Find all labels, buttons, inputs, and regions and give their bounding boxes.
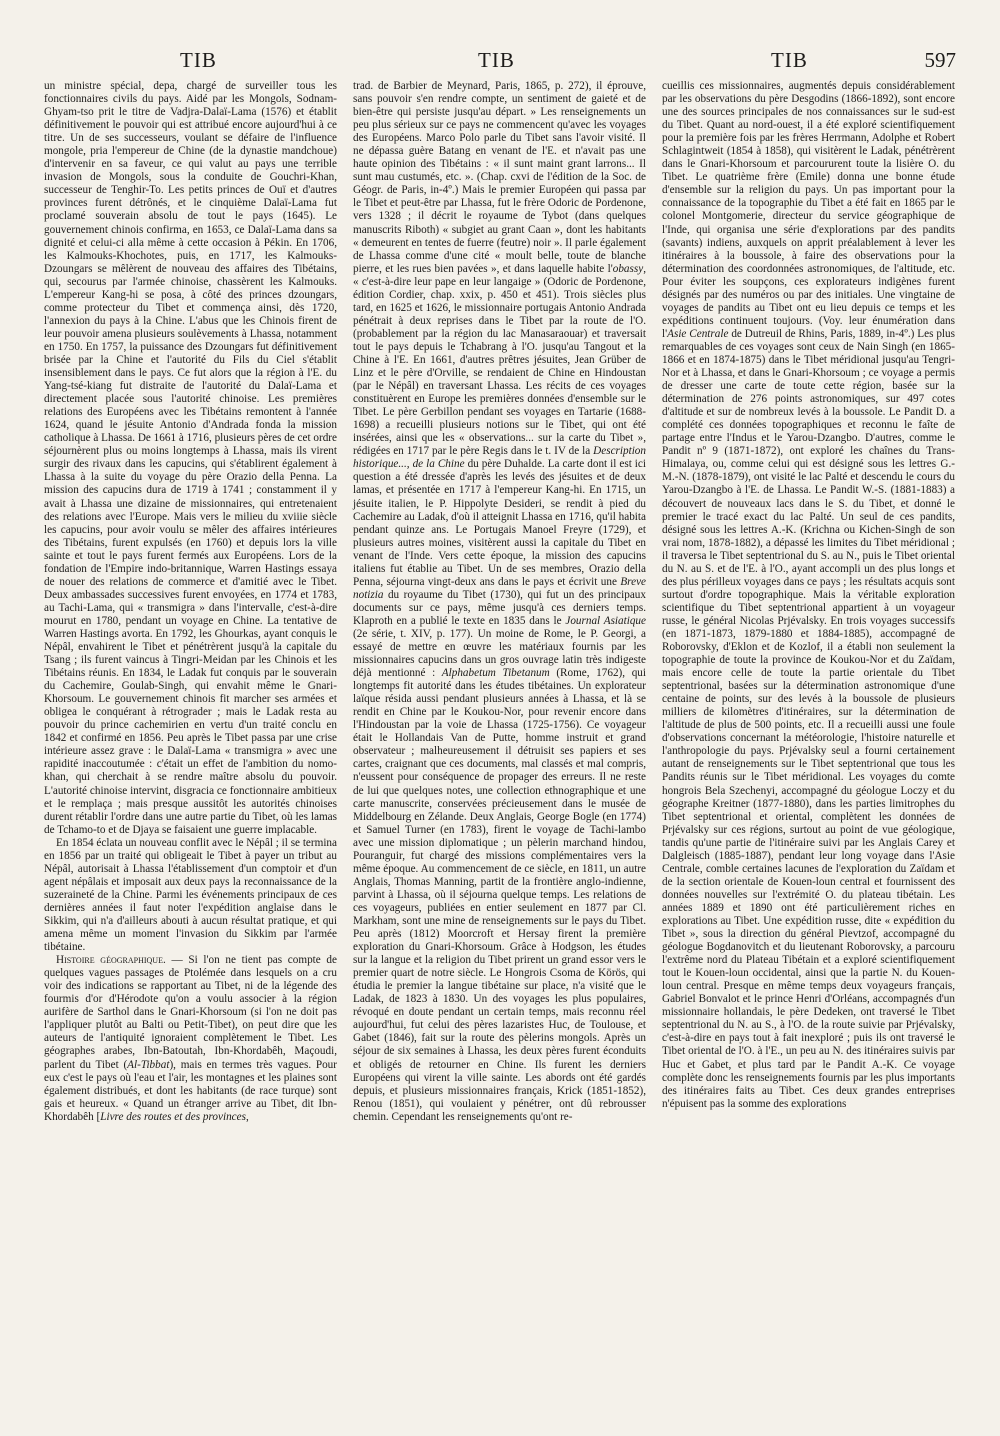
- text-run: ), mais en termes très vagues. Pour eux c'est le pays où l'eau et l'air, les montagnes et les plaines sont également distribués, et dont les habitants (de race turque) sont gais et heureux. « Quand un étranger arrive au Tibet, dit Ibn-Khordabêh [: [44, 1058, 337, 1123]
- italic-run: Alphabetum Tibetanum: [441, 667, 550, 680]
- paragraph: [353, 80, 646, 1124]
- italic-run: Breve notizia: [353, 575, 646, 601]
- text-run: du royaume du Tibet (1730), qui fut un des principaux documents sur ce pays, même jusqu'à ces derniers temps. Klaproth en a publié le texte en 1835 dans le: [353, 588, 646, 627]
- section-heading: Histoire géographique.: [56, 954, 166, 967]
- text-run: , « c'est-à-dire leur pape en leur langaige » (Odoric de Pordenone, édition Cordier, chap. xxix, p. 450 et 451). Trois siècles plus tard, en 1625 et 1626, le missionnaire portugais Antonio Andrada pénétrait à deux reprises dans le Tibet par la route de l'O. (probablement par la région du lac Manasaraouar) et traversait tout le pays depuis le Tchabrang à l'O. jusqu'au Tangout et la Chine à l'E. En 1661, d'autres prêtres jésuites, Jean Grüber de Linz et le père d'Orville, se rendaient de Chine en Hindoustan (par le Népâl) en traversant Lhassa. Les récits de ces voyages constituèrent en Europe les premières données d'ensemble sur le Tibet. Le père Gerbillon pendant ses voyages en Tartarie (1688-1698) a recueilli plusieurs notions sur le Tibet, qui ont été insérées, ainsi que les « observations... sur la carte du Tibet », rédigées en 1717 par le père Regis dans le t. IV de la: [353, 262, 646, 458]
- header-word-center: TIB: [478, 48, 515, 72]
- running-header: [44, 48, 956, 80]
- text-run: de Dutreuil de Rhins, Paris, 1889, in-4º.) Les plus remarquables de ces voyages sont ceux de Nain Singh (en 1865-1866 et en 1874-1875) dans le Tibet méridional jusqu'au Tengri-Nor et à Lhassa, et dans le Gnari-Khorsoum ; ce voyage a permis de dresser une carte de toute cette région, basée sur la détermination de 276 points astronomiques, sur 497 cotes d'altitude et sur de nombreux levés à la boussole. Le Pandit D. a complété ces données topographiques et reconnu le faîte de partage entre l'Indus et le Yarou-Dzangbo. D'autres, comme le Pandit nº 9 (1871-1872), ont exploré les chaînes du Trans-Himalaya, ou, comme celui qui est désigné sous les lettres G.-M.-N. (1878-1879), ont visité le lac Palté et descendu le cours du Yarou-Dzangbo à l'E. de Lhassa. Le Pandit W.-S. (1881-1883) a découvert de nouveaux lacs dans le S. du Tibet, et donné le premier le tracé exact du lac Palté. Un seul de ces pandits, désigné sous les lettres A.-K. (Krichna ou Kichen-Singh de son vrai nom, 1878-1882), a dépassé les limites du Tibet méridional ; il traversa le Tibet septentrional du S. au N., puis le Tibet oriental du N. au S. et de l'E. à l'O., ayant accompli un des plus longs et des plus périlleux voyages dans ce pays ; les résultats acquis sont surtout d'ordre topographique. Mais la véritable exploration scientifique du Tibet septentrional appartient à un voyageur russe, le général Nicolas Prjévalsky. En trois voyages successifs (en 1871-1873, 1879-1880 et 1884-1885), accompagné de Roborovsky, d'Eklon et de Kozlof, il a établi non seulement la topographie de toute la province de Koukou-Nor et du Zaïdam, mais encore celle de toute la partie orientale du Tibet septentrional, basées sur la détermination astronomique d'une centaine de points, sur des levés à la boussole de plusieurs milliers de kilomètres d'itinéraires, sur la détermination de l'altitude de plus de 500 points, etc. Il a recueilli aussi une foule d'observations concernant la météorologie, l'histoire naturelle et l'anthropologie du pays. Prjévalsky seul a fourni certainement autant de renseignements sur le Tibet septentrional que tous les Pandits réunis sur le Tibet méridional. Les voyages du comte hongrois Bela Szechenyi, accompagné du géologue Loczy et du géographe Kreitner (1877-1880), dans les parties limitrophes du Tibet septentrional et oriental, complètent les données de Prjévalsky sur ces régions, surtout au point de vue géologique, tandis qu'une partie de l'itinéraire suivi par les Anglais Carey et Dalgleisch (1885-1887), pendant leur long voyage dans l'Asie Centrale, comble certaines lacunes de l'exploration du Zaïdam et de la section orientale de Kouen-loun central et fournissent des données nouvelles sur l'extrémité O. du plateau tibétain. Les années 1889 et 1890 ont été particulièrement riches en explorations au Tibet. Une expédition russe, dite « expédition du Tibet », sous la direction du général Pievtzof, accompagné du géologue Bogdanovitch et du lieutenant Roborovsky, a parcouru l'extrême nord du Plateau Tibétain et a exploré scientifiquement tout le Kouen-loun occidental, ainsi que la partie N. du Kouen-loun central. Presque en même temps deux voyageurs français, Gabriel Bonvalot et le prince Henri d'Orléans, accompagnés d'un missionnaire hollandais, le père Dedeken, ont traversé le Tibet septentrional du N. au S., à l'O. de la route suivie par Prjévalsky, c'est-à-dire en pays tout à fait inexploré ; puis ils ont traversé le Tibet oriental de l'O. à l'E., un peu au N. des itinéraires suivis par Huc et Gabet, et plus tard par le Pandit A.-K. Ce voyage complète donc les renseignements fournis par les plus importants des itinéraires faits au Tibet. Ces deux grandes entreprises n'épuisent pas la somme des explorations: [662, 327, 955, 1110]
- italic-run: Livre des routes et des provinces: [100, 1110, 246, 1123]
- page-number: 597: [924, 48, 956, 72]
- text-run: ,: [245, 1110, 249, 1123]
- italic-run: Asie Centrale: [667, 327, 729, 340]
- italic-run: Al-Tibbat: [127, 1058, 170, 1071]
- column-middle: [353, 80, 646, 1124]
- column-left: [44, 80, 337, 1124]
- text-columns: [44, 80, 956, 1124]
- column-right: [662, 80, 955, 1124]
- header-word-left: TIB: [180, 48, 217, 72]
- text-run: cueillis ces missionnaires, augmentés depuis considérablement par les observations du père Desgodins (1866-1892), sont encore une des sources principales de nos connaissances sur le sud-est du Tibet. Quant au nord-ouest, il a été exploré scientifiquement pour la première fois par les frères Herrmann, Adolphe et Robert Schlagintweit (1854 à 1858), qui visitèrent le Ladak, pénétrèrent dans le Gnari-Khorsoum et parcoururent toute la lisière O. du Tibet. Le quatrième frère (Emile) donna une bonne étude d'ensemble sur la religion du pays. Un pas important pour la connaissance de la topographie du Tibet a été fait en 1865 par le colonel Montgomerie, directeur du service géographique de l'Inde, qui organisa une série d'explorations par des pandits (savants) indiens, auxquels on apprit préalablement à lever les itinéraires à la boussole, à faire des observations pour la détermination des coordonnées astronomiques, de l'altitude, etc. Pour éviter les soupçons, ces explorateurs indigènes furent désignés par des numéros ou par des initiales. Une vingtaine de voyages de pandits au Tibet ont eu lieu depuis ce temps et les expéditions continuent toujours. (Voy. leur énumération dans l': [662, 80, 955, 340]
- text-run: trad. de Barbier de Meynard, Paris, 1865, p. 272), il éprouve, sans pouvoir s'en rendre compte, un sentiment de gaieté et de bien-être qui persiste jusqu'au départ. » Les renseignements un peu plus sérieux sur ce pays ne commencent qu'avec les voyages des Européens. Marco Polo parle du Tibet sans l'avoir visité. Il ne dépassa guère Batang en venant de l'E. et n'avait pas une haute opinion des Tibétains : « il sunt maint grant larrons... Il sunt mau custumés, etc. ». (Chap. cxvi de l'édition de la Soc. de Géogr. de Paris, in-4º.) Mais le premier Européen qui passa par le Tibet et peut-être par Lhassa, fut le frère Odoric de Pordenone, vers 1328 ; il décrit le royaume de Tybot (dans quelques manuscrits Riboth) « subgiet au grant Caan », dont les habitants « demeurent en tentes de fuerre (feutre) noir ». Il parle également de Lhassa comme d'une cité « moult belle, toute de blanche pierre, et les rues bien pavées », et dans laquelle habite l': [353, 80, 646, 275]
- paragraph: un ministre spécial, depa, chargé de surveiller tous les fonctionnaires civils du pays. Aidé par les Mongols, Sodnam-Ghyam-tso prit le titre de Vadjra-Dalaï-Lama (1576) et établit définitivement le pouvoir qui est attribué encore aujourd'hui à ce titre. Un de ses successeurs, voulant se défaire de l'influence mongole, pria l'empereur de Chine (de la dynastie mandchoue) d'intervenir en sa faveur, ce qui valut au pays une terrible invasion de Mongols, sous la conduite de Gouchri-Khan, successeur de Tenghir-To. Les petits princes de Ouï et d'autres provinces furent détrônés, et le cinquième Dalaï-Lama fut proclamé souverain absolu de tout le pays (1645). Le gouvernement chinois confirma, en 1653, ce Dalaï-Lama dans sa dignité et celui-ci alla même à cette occasion à Pékin. En 1706, les Kalmouks-Khochotes, puis, en 1717, les Kalmouks-Dzoungars se mêlèrent de nouveau des affaires des Tibétains, qui, secourus par l'armée chinoise, chassèrent les Kalmouks. L'empereur Kang-hi se posa, à côté des princes dzoungars, comme protecteur du Tibet et commença ainsi, dès 1720, l'annexion du pays à la Chine. L'abus que les Chinois firent de leur pouvoir amena plusieurs soulèvements à Lhassa, notamment en 1750. En 1757, la puissance des Dzoungars fut définitivement brisée par la Chine et l'autorité du Fils du Ciel s'établit insensiblement dans le pays. Ce fut alors que la région à l'E. du Yang-tsé-kiang fut distraite de l'autorité du Dalaï-Lama et directement placée sous l'autorité chinoise. Les premières relations des Européens avec les Tibétains remontent à l'année 1624, quand le jésuite Antonio d'Andrada fonda la mission catholique à Lhassa. De 1661 à 1716, plusieurs pères de cet ordre séjournèrent plus ou moins longtemps à Lhassa, mais ils virent surgir des rivaux dans les capucins, qui s'établirent également à Lhassa à la suite du voyage du père Orazio della Penna. La mission des capucins dura de 1719 à 1741 ; constamment il y avait à Lhassa une dizaine de missionnaires, qui entretenaient des relations avec l'Europe. Mais vers le milieu du xviiie siècle les capucins, pour avoir voulu se mêler des affaires intérieures des Tibétains, furent expulsés (en 1760) et depuis lors la ville sainte et tout le pays furent fermés aux Européens. Lors de la fondation de l'Empire indo-britannique, Warren Hastings essaya de nouer des relations de commerce et d'amitié avec le Tibet. Deux ambassades successives furent envoyées, en 1774 et 1783, au Tachi-Lama, qui « transmigra » dans l'intervalle, c'est-à-dire mourut en 1780, pendant un voyage en Chine. La tentative de Warren Hastings avorta. En 1792, les Ghourkas, ayant conquis le Népâl, envahirent le Tibet et pénétrèrent jusqu'à la capitale du Tsang ; ils furent vaincus à Tingri-Meidan par les Chinois et les Tibétains réunis. En 1834, le Ladak fut conquis par le souverain du Cachemire, Goulab-Singh, qui envahit même le Gnari-Khorsoum. Le gouvernement chinois fit marcher ses armées et obligea le conquérant à rétrograder ; mais le Ladak resta au pouvoir du prince cachemirien en vertu d'un traité conclu en 1842 et confirmé en 1856. Peu après le Tibet passa par une crise intérieure assez grave : le Dalaï-Lama « transmigra » avec une rapidité inaccoutumée : c'était un effet de l'ambition du nomo-khan, qui cherchait à se rendre maître absolu du pouvoir. L'autorité chinoise intervint, disgracia ce fonctionnaire ambitieux et le remplaça ; mais presque aussitôt les autorités chinoises durent rétablir l'ordre dans une autre partie du Tibet, où les lamas de Tchamo-to et de Djaya se faisaient une guerre implacable.: [44, 80, 337, 836]
- text-run: du père Duhalde. La carte dont il est ici question a été dressée d'après les levés des jésuites et de deux lamas, et présentée en 1717 à l'empereur Kang-hi. En 1715, un jésuite italien, le P. Hippolyte Desideri, se rendit à pied du Cachemire au Ladak, d'où il atteignit Lhassa en 1716, qu'il habita pendant quinze ans. Le Portugais Manoel Freyre (1729), et plusieurs autres moines, visitèrent aussi la capitale du Tibet en venant de l'Inde. Vers cette époque, la mission des capucins italiens fut établie au Tibet. Un de ses membres, Orazio della Penna, séjourna vingt-deux ans dans le pays et écrivit une: [353, 458, 646, 588]
- italic-run: Description historique..., de la Chine: [353, 445, 646, 471]
- text-run: — Si l'on ne tient pas compte de quelques vagues passages de Ptolémée dans lesquels on a cru voir des indications se rapportant au Tibet, ni de la légende des fourmis d'or d'Hérodote qu'on a voulu associer à la région aurifère de Sarthol dans le Gnari-Khorsoum (si l'on ne doit pas l'appliquer plutôt au Balti ou Petit-Tibet), on peut dire que les auteurs de l'antiquité ignoraient complètement le Tibet. Les géographes arabes, Ibn-Batoutah, Ibn-Khordabêh, Maçoudi, parlent du Tibet (: [44, 954, 337, 1071]
- italic-run: Journal Asiatique: [565, 614, 646, 627]
- paragraph: En 1854 éclata un nouveau conflit avec le Népâl ; il se termina en 1856 par un traité qui obligeait le Tibet à payer un tribut au Népâl, autorisait à Lhassa l'établissement d'un comptoir et d'un agent népâlais et imposait aux deux pays la reconnaissance de la suzeraineté de la Chine. Parmi les événements principaux de ces dernières années il faut noter l'expédition anglaise dans le Sikkim, qui n'a d'ailleurs abouti à aucun résultat pratique, et qui amena même un moment l'invasion du Sikkim par l'armée tibétaine.: [44, 836, 337, 954]
- paragraph: [44, 954, 337, 1124]
- paragraph: [662, 80, 955, 1111]
- text-run: (Rome, 1762), qui longtemps fit autorité dans les études tibétaines. Un explorateur laïque résida aussi pendant plusieurs années à Lhassa, et là se rendit en Chine par le Koukou-Nor, pour revenir encore dans l'Hindoustan par la voie de Lhassa (1725-1756). Ce voyageur était le Hollandais Van de Putte, homme instruit et grand observateur ; malheureusement il détruisit ses papiers et ses cartes, craignant que ces documents, mal classés et mal compris, n'eussent pour conséquence de propager des erreurs. Il ne reste de lui que quelques notes, une collection ethnographique et une carte manuscrite, conservées précieusement dans le musée de Middelbourg en Zélande. Deux Anglais, George Bogle (en 1774) et Samuel Turner (en 1783), firent le voyage de Tachi-lambo avec une mission diplomatique ; un pèlerin marchand hindou, Pouranguir, fut chargé des missions complémentaires vers la même époque. Au commencement de ce siècle, en 1811, un autre Anglais, Thomas Manning, partit de la frontière anglo-indienne, parvint à Lhassa, où il séjourna quelque temps. Les relations de ces voyageurs, publiées en entier seulement en 1877 par Cl. Markham, sont une mine de renseignements sur le pays du Tibet. Peu après (1812) Moorcroft et Hersay firent la première exploration du Gnari-Khorsoum. Grâce à Hodgson, les études sur la langue et la religion du Tibet prirent un grand essor vers le premier quart de notre siècle. Le Hongrois Csoma de Körös, qui étudia le premier la langue tibétaine sur place, n'a visité que le Ladak, de 1823 à 1830. Un des voyages les plus populaires, révoqué en doute pendant un certain temps, mais reconnu réel aujourd'hui, fut celui des pères lazaristes Huc, de Toulouse, et Gabet (1846), fait sur la route des pèlerins mongols. Après un séjour de six semaines à Lhassa, les deux pères furent éconduits et obligés de retourner en Chine. Ils furent les derniers Européens qui virent la ville sainte. Les abords ont été gardés depuis, et plusieurs missionnaires français, Krick (1851-1852), Renou (1851), qui voulaient y pénétrer, ont dû rebrousser chemin. Cependant les renseignements qu'ont re-: [353, 667, 646, 1123]
- italic-run: obassy: [612, 262, 644, 275]
- text-run: (2e série, t. XIV, p. 177). Un moine de Rome, le P. Georgi, a essayé de mettre en œuvre les matériaux fournis par les missionnaires capucins dans un gros ouvrage latin très indigeste déjà mentionné :: [353, 627, 646, 680]
- header-word-right: TIB: [771, 48, 808, 72]
